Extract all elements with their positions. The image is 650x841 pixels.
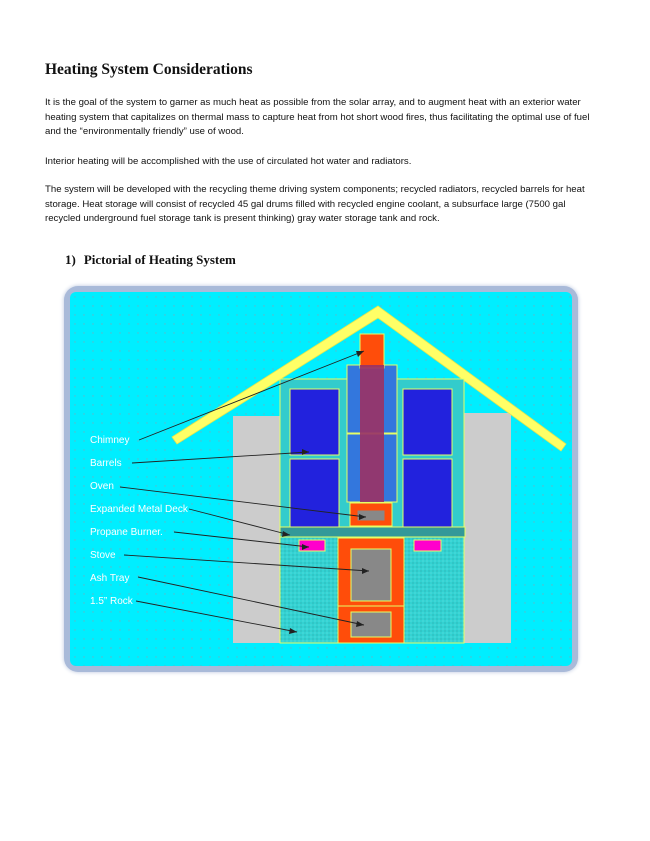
label-ash-tray: Ash Tray	[90, 573, 130, 584]
barrel-right-top	[403, 389, 452, 455]
section-heading	[65, 252, 236, 268]
paragraph-solar-goal: It is the goal of the system to garner as much heat as possible from the solar array, and to augment heat with an exterior water heating system that capitalizes on thermal mass to capture heat from hot short wood fires, thus facilitating the optimal use of fuel and the “environmentally friendly” use of wood.	[45, 97, 590, 138]
paragraph-interior-heating: Interior heating will be accomplished with the use of circulated hot water and radiators.	[45, 156, 412, 167]
left-side-wall	[233, 416, 280, 643]
right-side-wall	[464, 413, 511, 643]
section-number: 1)	[65, 252, 76, 267]
label-oven: Oven	[90, 481, 114, 492]
section-title: Pictorial of Heating System	[83, 252, 236, 267]
label-stove: Stove	[90, 550, 116, 561]
propane-burner-right	[414, 540, 441, 551]
page-heading: Heating System Considerations	[45, 61, 253, 78]
chimney-flue	[360, 365, 384, 502]
paragraph-recycling-theme: The system will be developed with the recycling theme driving system components; recycled radiators, recycled barrels for heat storage. Heat storage will consist of recycled 45 gal drums filled with recycled engine coolant, a subsurface large (7500 gal recycled underground fuel storage tank is present thinking) gray water storage tank and rock.	[45, 184, 585, 225]
stove-firebox	[351, 549, 391, 601]
barrel-left-top	[290, 389, 339, 455]
label-rock: 1.5” Rock	[90, 596, 133, 607]
heating-system-diagram	[64, 286, 578, 672]
label-barrels: Barrels	[90, 458, 122, 469]
label-chimney: Chimney	[90, 435, 130, 446]
barrel-left-bottom	[290, 459, 339, 527]
barrel-right-bottom	[403, 459, 452, 527]
diagram-canvas	[64, 286, 578, 672]
expanded-metal-deck	[280, 527, 465, 537]
label-expanded-metal-deck: Expanded Metal Deck	[90, 504, 188, 515]
label-propane-burner: Propane Burner.	[90, 527, 163, 538]
